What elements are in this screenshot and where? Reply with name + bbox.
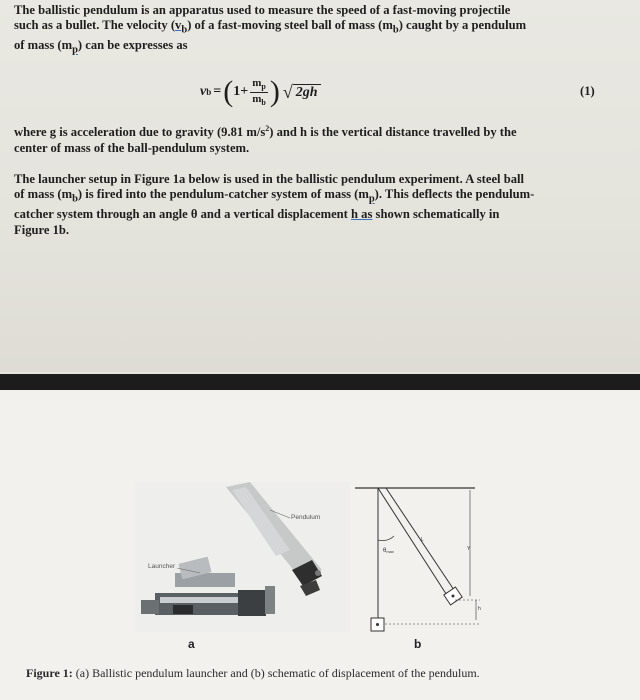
intro-line-3a: of mass (m <box>14 38 73 53</box>
intro-paragraph <box>14 3 614 58</box>
length-label: L <box>421 537 424 543</box>
launcher-line-3b: shown schematically in <box>372 207 500 222</box>
h-label: h <box>478 606 481 612</box>
intro-line-2b: ) of a fast-moving steel ball of mass (m <box>187 18 393 33</box>
gravity-line-1a: where g is acceleration due to gravity (9.81 m/s <box>14 125 266 140</box>
sqrt-icon: √ <box>282 81 293 102</box>
velocity-equation <box>200 72 321 112</box>
eq-lhs-sub: b <box>206 87 212 97</box>
eq-one-plus: 1+ <box>233 84 249 99</box>
pendulum-label: Pendulum <box>291 514 321 521</box>
figure-caption <box>26 666 480 681</box>
gravity-line-2: center of mass of the ball-pendulum system. <box>14 140 250 155</box>
eq-denominator <box>252 93 266 107</box>
intro-line-2c: ) caught by a pendulum <box>398 18 527 33</box>
figure-b-label: b <box>414 637 422 651</box>
eq-fraction <box>250 77 268 106</box>
eq-open-paren: ( <box>223 75 234 108</box>
figure-a-label: a <box>188 637 195 651</box>
eq-close-paren: ) <box>269 75 280 108</box>
eq-numerator <box>250 77 268 92</box>
launcher-line-3a: catcher system through an angle θ and a vertical displacement <box>14 207 352 222</box>
caption-text: (a) Ballistic pendulum launcher and (b) schematic of displacement of the pendulum. <box>72 666 480 680</box>
mass-b-sub: b <box>392 24 399 36</box>
page-divider <box>0 374 640 390</box>
launcher-label: Launcher <box>148 563 176 570</box>
eq-num-m: m <box>252 77 262 90</box>
launcher-line-1a: The launcher setup in <box>14 172 135 186</box>
eq-lhs: v <box>200 84 207 99</box>
velocity-v: v <box>175 18 182 33</box>
launcher-mb-sub: b <box>72 193 78 205</box>
eq-sqrt-arg: 2gh <box>293 84 321 101</box>
launcher-line-1b: below is used in the ballistic pendulum experiment. A steel ball <box>185 172 524 186</box>
velocity-sub: b <box>181 24 188 36</box>
textbook-page-bottom <box>0 390 640 700</box>
mass-p-sub: p <box>72 44 78 56</box>
eq-den-sub: b <box>261 97 266 107</box>
launcher-mp-sub: p <box>368 193 375 205</box>
h-as-link: h as <box>351 207 373 222</box>
intro-line-1: The ballistic pendulum is an apparatus used to measure the speed of a fast-moving projectile <box>14 3 511 17</box>
caption-bold: Figure 1: <box>26 666 73 680</box>
velocity-symbol <box>175 18 188 36</box>
intro-line-2a: such as a bullet. The velocity ( <box>14 18 176 33</box>
eq-den-m: m <box>252 92 262 105</box>
launcher-line-2b: ) is fired into the pendulum-catcher system of mass (m <box>77 187 369 202</box>
gravity-paragraph <box>14 121 614 156</box>
eq-equals: = <box>213 84 222 99</box>
y-label: Y <box>467 546 471 552</box>
launcher-paragraph <box>14 172 614 238</box>
figure-1 <box>0 390 640 700</box>
equation-number: (1) <box>580 84 595 98</box>
launcher-line-2c: ). This deflects the pendulum- <box>374 187 535 202</box>
intro-line-3b: ) can be expresses as <box>77 38 188 53</box>
figure-1b-schematic <box>355 488 481 651</box>
figure-1a-photo <box>135 482 350 651</box>
gravity-sup: 2 <box>265 124 270 133</box>
gravity-line-1b: ) and h is the vertical distance travelled by the <box>269 125 517 140</box>
figure-1a-ref: Figure 1a <box>134 172 186 186</box>
theta-label: θmax <box>383 548 394 554</box>
eq-sqrt <box>283 82 321 103</box>
eq-num-sub: p <box>261 82 266 92</box>
launcher-line-2a: of mass (m <box>14 187 73 202</box>
figure-1b-ref: Figure 1b. <box>14 222 70 237</box>
